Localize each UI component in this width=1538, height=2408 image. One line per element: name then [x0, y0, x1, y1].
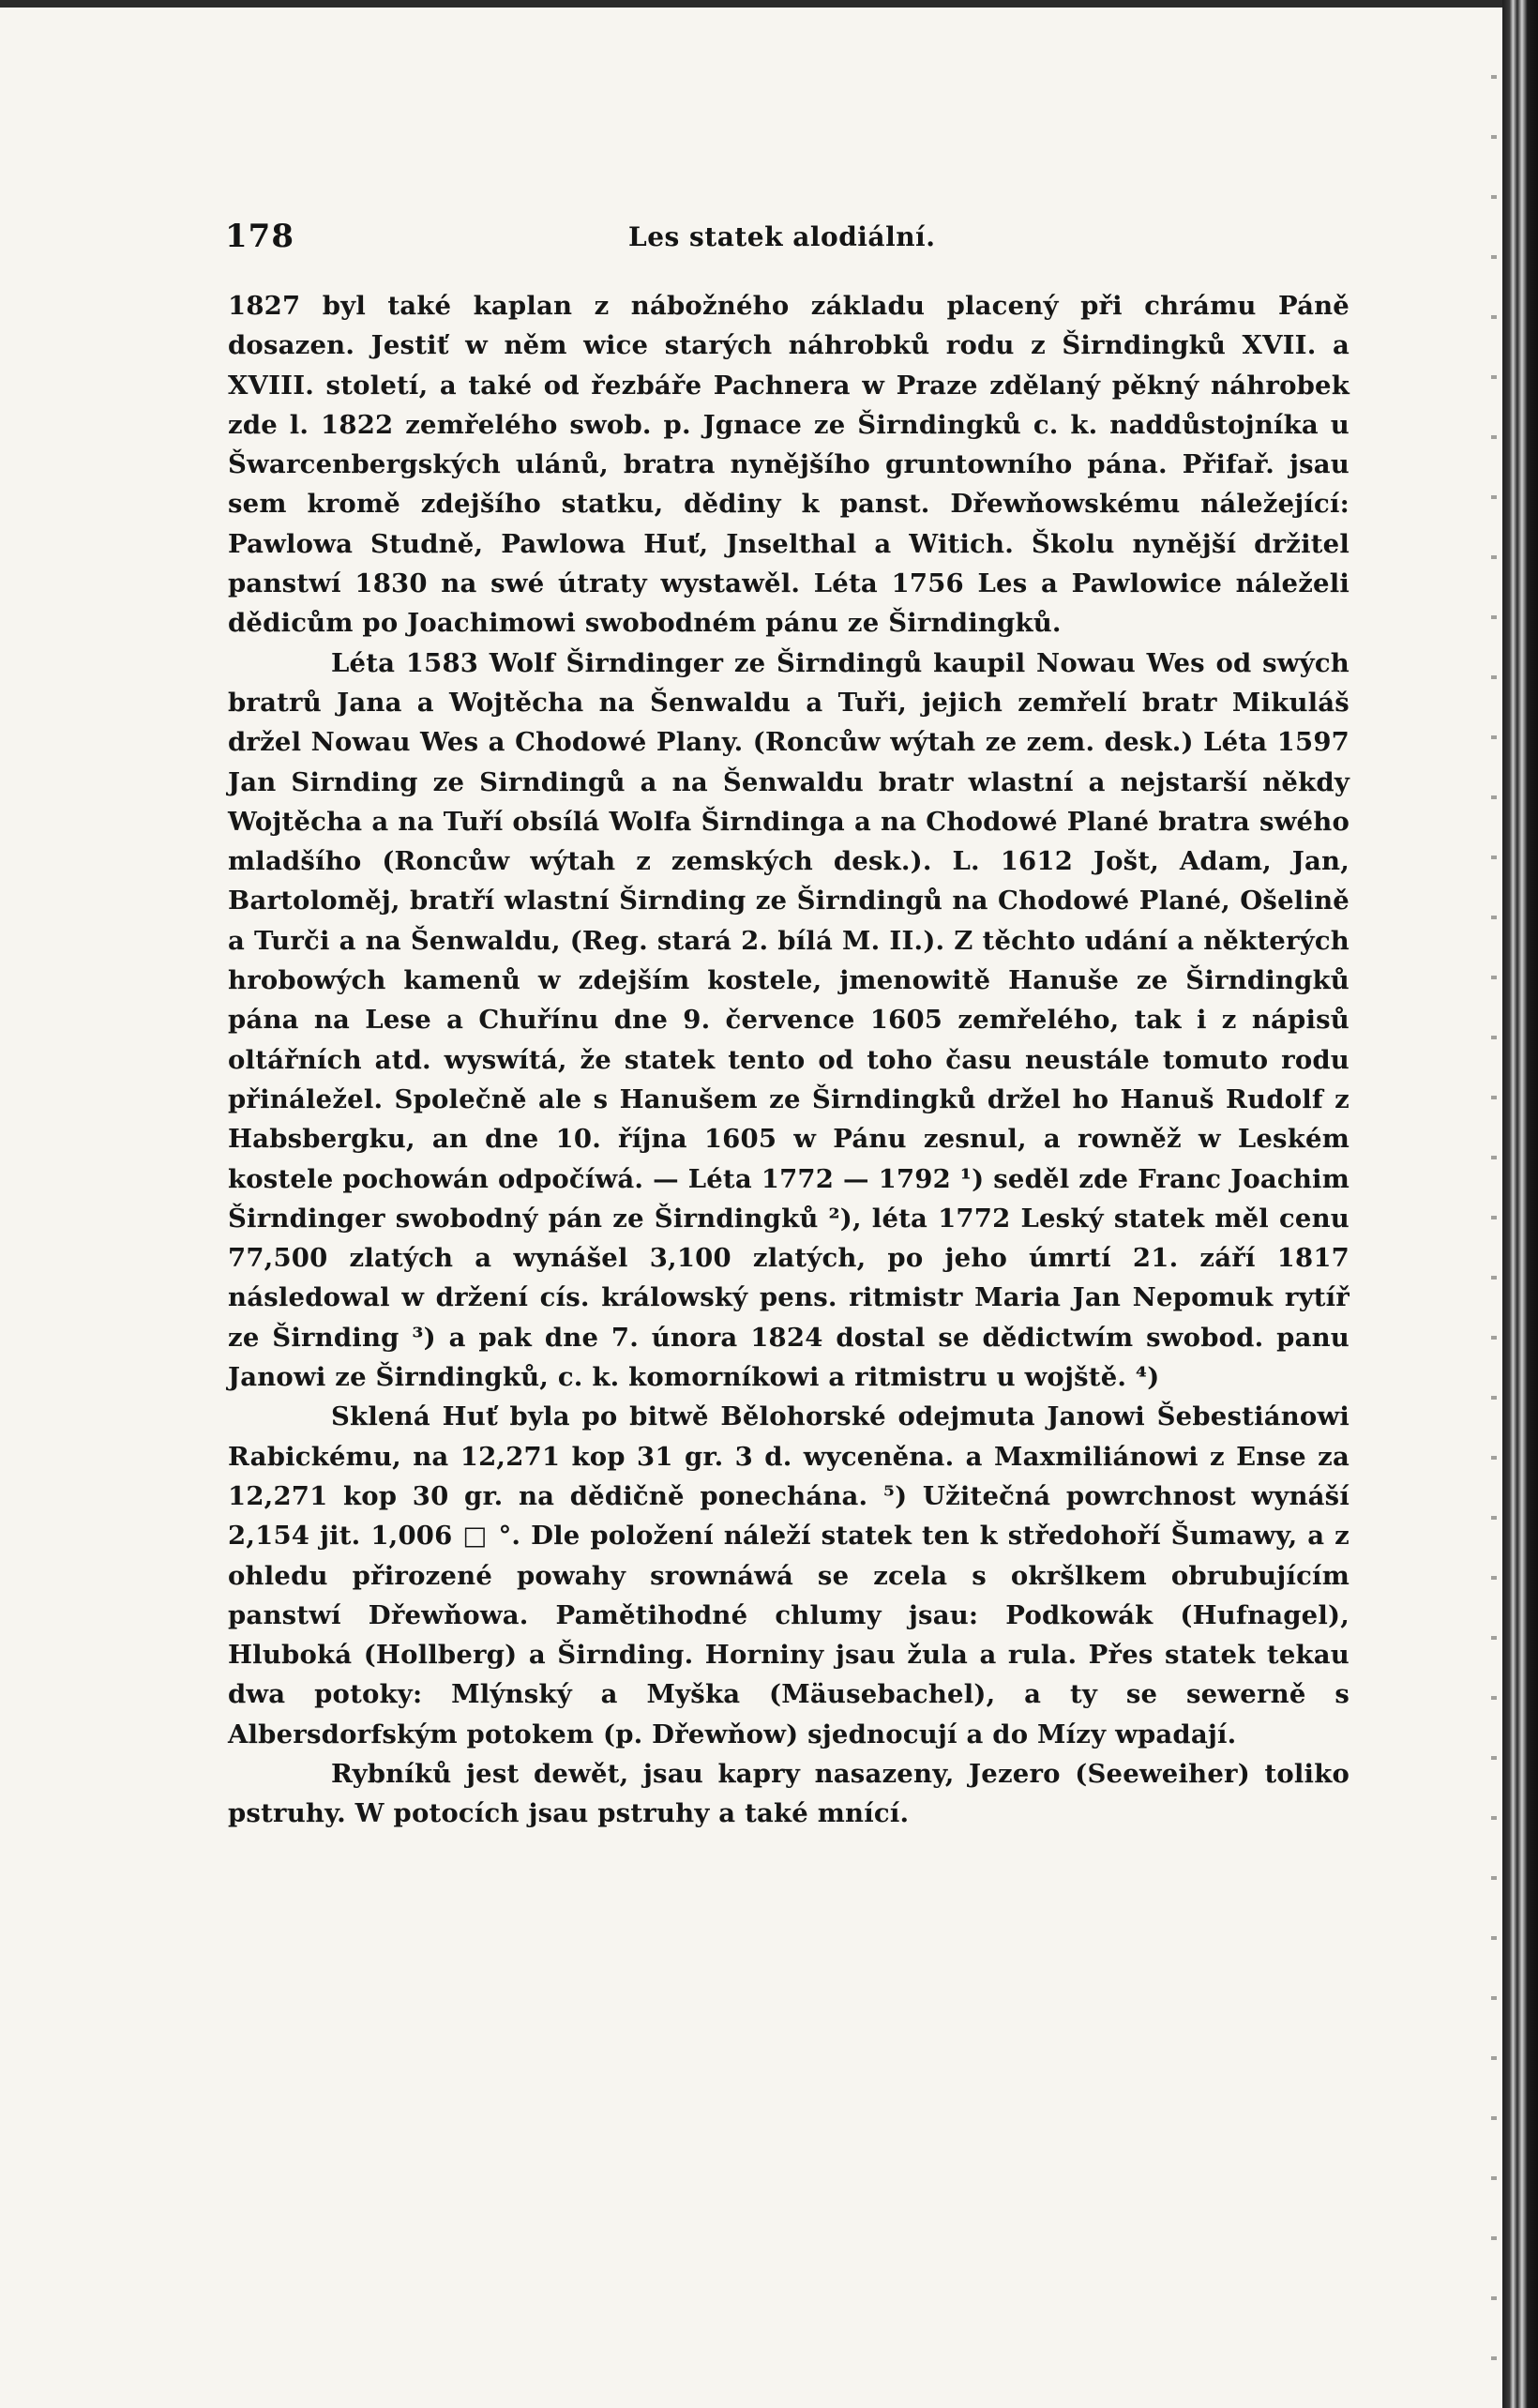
book-spine-edge: [1502, 0, 1538, 2408]
scan-top-edge: [0, 0, 1538, 8]
scan-edge-shadow: [1491, 19, 1497, 2401]
paragraph-continued: 1827 byl také kaplan z nábožného základu placený při chrámu Páně dosazen. Jestiť w něm wice starých náhrobků rodu z Širndingků XVII. a XVIII. století, a také od řezbáře Pachnera w Praze zdělaný pěkný náhrobek zde l. 1822 zemřelého swob. p. Jgnace ze Širndingků c. k. naddůstojníka u Šwarcenbergských ulánů, bratra nynějšího gruntowního pána. Přifař. jsau sem kromě zdejšího statku, dědiny k panst. Dřewňowskému náležející: Pawlowa Studně, Pawlowa Huť, Jnselthal a Witich. Školu nynější držitel panstwí 1830 na swé útraty wystawěl. Léta 1756 Les a Pawlowice náleželi dědicům po Joachimowi swobodném pánu ze Širndingků.: [228, 291, 1350, 639]
page-header: [225, 218, 1350, 265]
running-title: Les statek alodiální.: [628, 221, 936, 252]
page-number: 178: [225, 218, 294, 255]
paragraph-glassworks: Sklená Huť byla po bitwě Bělohorské odejmuta Janowi Šebestiánowi Rabickému, na 12,271 kop 31 gr. 3 d. wyceněna. a Maxmiliánowi z Ense za 12,271 kop 30 gr. na dědičně ponechána. ⁵) Užitečná powrchnost wynáší 2,154 jit. 1,006 □ °. Dle položení náleží statek ten k středohoří Šumawy, a z ohledu přirozené powahy srownáwá se zcela s okršlkem obrubujícím panstwí Dřewňowa. Pamětihodné chlumy jsau: Podkowák (Hufnagel), Hluboká (Hollberg) a Širnding. Horniny jsau žula a rula. Přes statek tekau dwa potoky: Mlýnský a Myška (Mäusebachel), a ty se sewerně s Albersdorfským potokem (p. Dřewňow) sjednocují a do Mízy wpadají.: [228, 1401, 1350, 1749]
paragraph-ponds: Rybníků jest dewět, jsau kapry nasazeny, Jezero (Seeweiher) toliko pstruhy. W potocích jsau pstruhy a také mnící.: [228, 1758, 1350, 1829]
paragraph-history: Léta 1583 Wolf Širndinger ze Širndingů kaupil Nowau Wes od swých bratrů Jana a Wojtěcha na Šenwaldu a Tuři, jejich zemřelí bratr Mikuláš držel Nowau Wes a Chodowé Plany. (Roncůw wýtah ze zem. desk.) Léta 1597 Jan Sirnding ze Sirndingů a na Šenwaldu bratr wlastní a nejstarší někdy Wojtěcha a na Tuří obsílá Wolfa Širndinga a na Chodowé Plané bratra swého mladšího (Roncůw wýtah z zemských desk.). L. 1612 Jošt, Adam, Jan, Bartoloměj, bratří wlastní Širnding ze Širndingů na Chodowé Plané, Ošelině a Turči a na Šenwaldu, (Reg. stará 2. bílá M. II.). Z těchto udání a některých hrobowých kamenů w zdejším kostele, jmenowitě Hanuše ze Širndingků pána na Lese a Chuřínu dne 9. července 1605 zemřelého, tak i z nápisů oltářních atd. wyswítá, že statek tento od toho času neustále tomuto rodu přináležel. Společně ale s Hanušem ze Širndingků držel ho Hanuš Rudolf z Habsbergku, an dne 10. října 1605 w Pánu zesnul, a rowněž w Leském kostele pochowán odpočíwá. — Léta 1772 — 1792 ¹) seděl zde Franc Joachim Širndinger swobodný pán ze Širndingků ²), léta 1772 Leský statek měl cenu 77,500 zlatých a wynášel 3,100 zlatých, po jeho úmrtí 21. září 1817 následowal w držení cís. králowský pens. ritmistr Maria Jan Nepomuk rytíř ze Širnding ³) a pak dne 7. února 1824 dostal se dědictwím swobod. panu Janowi ze Širndingků, c. k. komorníkowi a ritmistru u wojště. ⁴): [228, 647, 1350, 1393]
body-text: [228, 286, 1350, 1834]
